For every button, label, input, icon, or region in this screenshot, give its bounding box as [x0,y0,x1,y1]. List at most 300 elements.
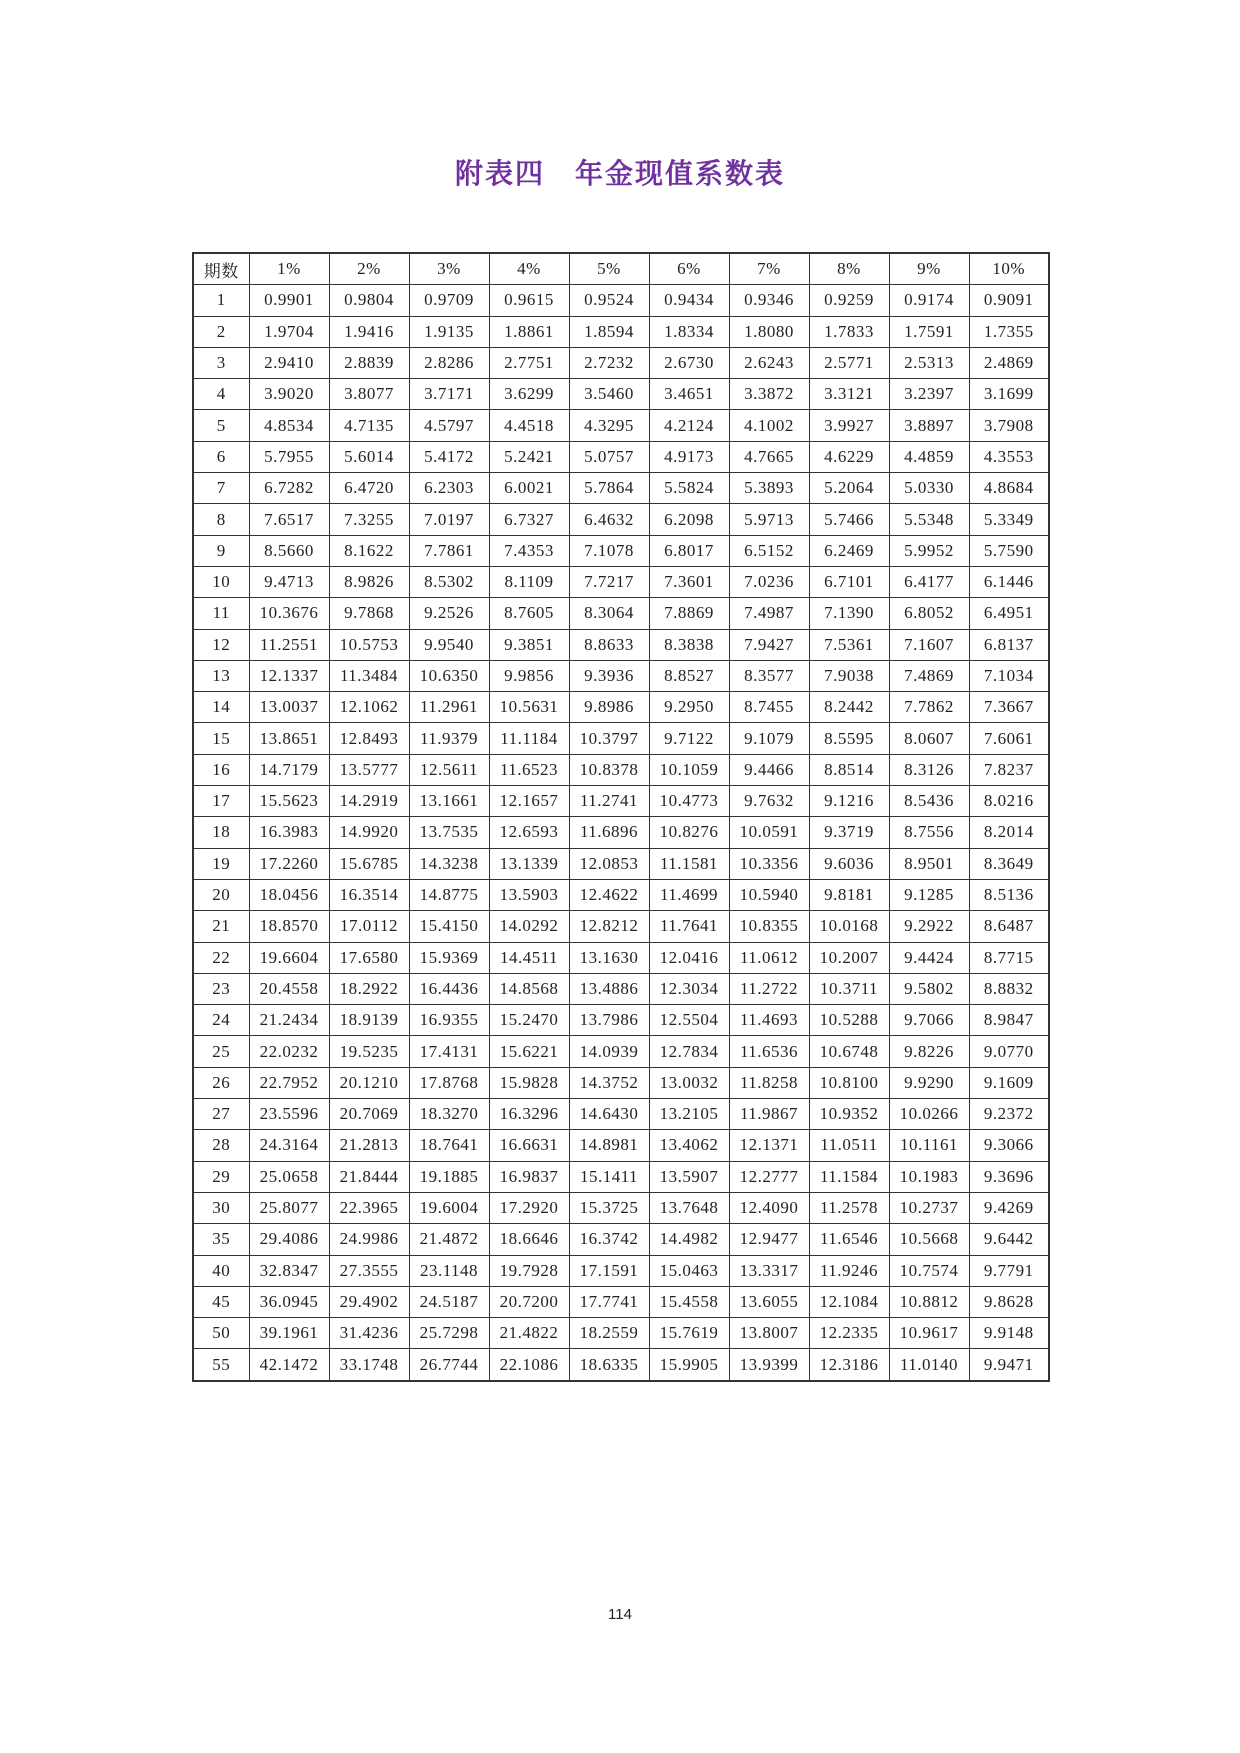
factor-cell: 8.8633 [569,629,649,660]
period-cell: 17 [193,786,249,817]
factor-cell: 13.1661 [409,786,489,817]
factor-cell: 21.2434 [249,1005,329,1036]
factor-cell: 13.5907 [649,1161,729,1192]
period-cell: 9 [193,535,249,566]
factor-cell: 11.1184 [489,723,569,754]
factor-cell: 6.4720 [329,473,409,504]
factor-cell: 2.8286 [409,347,489,378]
factor-cell: 22.7952 [249,1067,329,1098]
factor-cell: 5.4172 [409,441,489,472]
factor-cell: 19.6604 [249,942,329,973]
table-row [193,316,1049,347]
factor-cell: 8.9826 [329,566,409,597]
factor-cell: 4.3295 [569,410,649,441]
factor-cell: 10.9352 [809,1099,889,1130]
factor-cell: 12.1371 [729,1130,809,1161]
factor-cell: 13.8007 [729,1318,809,1349]
factor-cell: 22.3965 [329,1192,409,1223]
table-row [193,504,1049,535]
factor-cell: 2.7751 [489,347,569,378]
factor-cell: 17.7741 [569,1286,649,1317]
factor-cell: 33.1748 [329,1349,409,1381]
factor-cell: 7.3255 [329,504,409,535]
factor-cell: 8.8514 [809,754,889,785]
factor-cell: 12.4622 [569,879,649,910]
table-row [193,660,1049,691]
header-period: 期数 [193,253,249,285]
factor-cell: 18.8570 [249,911,329,942]
factor-cell: 8.5302 [409,566,489,597]
table-row [193,598,1049,629]
factor-cell: 29.4902 [329,1286,409,1317]
factor-cell: 18.0456 [249,879,329,910]
factor-cell: 8.8832 [969,973,1049,1004]
factor-cell: 0.9346 [729,285,809,316]
factor-cell: 6.2469 [809,535,889,566]
factor-cell: 3.3872 [729,379,809,410]
factor-cell: 11.4693 [729,1005,809,1036]
factor-cell: 10.0266 [889,1099,969,1130]
factor-cell: 6.0021 [489,473,569,504]
annuity-present-value-table [192,252,1050,1382]
factor-cell: 10.8378 [569,754,649,785]
header-rate: 4% [489,253,569,285]
factor-cell: 18.6335 [569,1349,649,1381]
factor-cell: 10.8812 [889,1286,969,1317]
header-rate: 9% [889,253,969,285]
factor-cell: 13.1630 [569,942,649,973]
table-row [193,1224,1049,1255]
factor-cell: 8.5436 [889,786,969,817]
factor-cell: 10.3356 [729,848,809,879]
factor-cell: 7.1607 [889,629,969,660]
factor-cell: 11.9246 [809,1255,889,1286]
factor-cell: 14.9920 [329,817,409,848]
factor-cell: 2.8839 [329,347,409,378]
period-cell: 22 [193,942,249,973]
factor-cell: 27.3555 [329,1255,409,1286]
table-row [193,629,1049,660]
factor-cell: 13.0037 [249,692,329,723]
factor-cell: 8.8527 [649,660,729,691]
page-title: 附表四 年金现值系数表 [454,157,785,190]
factor-cell: 8.1622 [329,535,409,566]
factor-cell: 6.8017 [649,535,729,566]
factor-cell: 5.9952 [889,535,969,566]
factor-cell: 17.0112 [329,911,409,942]
table-row [193,1067,1049,1098]
factor-cell: 10.9617 [889,1318,969,1349]
table-row [193,285,1049,316]
factor-cell: 2.9410 [249,347,329,378]
factor-cell: 12.1657 [489,786,569,817]
factor-cell: 4.8534 [249,410,329,441]
factor-cell: 15.6785 [329,848,409,879]
factor-cell: 4.7665 [729,441,809,472]
period-cell: 18 [193,817,249,848]
factor-cell: 0.9259 [809,285,889,316]
factor-cell: 11.1581 [649,848,729,879]
table-row [193,911,1049,942]
factor-cell: 10.6748 [809,1036,889,1067]
factor-cell: 2.6730 [649,347,729,378]
factor-cell: 16.6631 [489,1130,569,1161]
factor-cell: 8.6487 [969,911,1049,942]
factor-cell: 9.4269 [969,1192,1049,1223]
factor-cell: 13.4886 [569,973,649,1004]
factor-cell: 11.2722 [729,973,809,1004]
factor-cell: 9.1609 [969,1067,1049,1098]
factor-cell: 12.8212 [569,911,649,942]
table-row [193,973,1049,1004]
factor-cell: 5.0757 [569,441,649,472]
factor-cell: 0.9174 [889,285,969,316]
factor-cell: 1.8861 [489,316,569,347]
factor-cell: 21.8444 [329,1161,409,1192]
factor-cell: 8.5660 [249,535,329,566]
factor-cell: 19.5235 [329,1036,409,1067]
factor-cell: 10.3797 [569,723,649,754]
factor-cell: 9.7868 [329,598,409,629]
factor-cell: 11.2578 [809,1192,889,1223]
factor-cell: 10.4773 [649,786,729,817]
factor-cell: 21.4822 [489,1318,569,1349]
factor-cell: 9.5802 [889,973,969,1004]
factor-cell: 25.7298 [409,1318,489,1349]
factor-cell: 7.6061 [969,723,1049,754]
table-row [193,817,1049,848]
factor-cell: 5.6014 [329,441,409,472]
factor-cell: 7.8237 [969,754,1049,785]
period-cell: 55 [193,1349,249,1381]
factor-cell: 7.8869 [649,598,729,629]
period-cell: 29 [193,1161,249,1192]
factor-cell: 20.4558 [249,973,329,1004]
factor-cell: 11.2961 [409,692,489,723]
table-row [193,1036,1049,1067]
factor-cell: 29.4086 [249,1224,329,1255]
factor-cell: 36.0945 [249,1286,329,1317]
factor-cell: 42.1472 [249,1349,329,1381]
factor-cell: 9.8181 [809,879,889,910]
factor-cell: 8.5136 [969,879,1049,910]
factor-cell: 3.1699 [969,379,1049,410]
factor-cell: 6.7282 [249,473,329,504]
factor-cell: 18.7641 [409,1130,489,1161]
factor-cell: 15.1411 [569,1161,649,1192]
factor-cell: 8.3838 [649,629,729,660]
factor-cell: 6.8052 [889,598,969,629]
annuity-table-container [192,252,1048,1382]
factor-cell: 1.8594 [569,316,649,347]
factor-cell: 9.0770 [969,1036,1049,1067]
factor-cell: 3.2397 [889,379,969,410]
header-rate: 3% [409,253,489,285]
factor-cell: 5.7864 [569,473,649,504]
factor-cell: 3.9927 [809,410,889,441]
table-row [193,566,1049,597]
factor-cell: 12.5611 [409,754,489,785]
factor-cell: 11.6536 [729,1036,809,1067]
factor-cell: 17.6580 [329,942,409,973]
table-row [193,1099,1049,1130]
table-row [193,1005,1049,1036]
period-cell: 23 [193,973,249,1004]
factor-cell: 4.6229 [809,441,889,472]
factor-cell: 12.6593 [489,817,569,848]
period-cell: 24 [193,1005,249,1036]
factor-cell: 12.0853 [569,848,649,879]
factor-cell: 10.8276 [649,817,729,848]
table-row [193,692,1049,723]
factor-cell: 7.0236 [729,566,809,597]
period-cell: 35 [193,1224,249,1255]
factor-cell: 17.4131 [409,1036,489,1067]
factor-cell: 5.5824 [649,473,729,504]
factor-cell: 0.9434 [649,285,729,316]
table-row [193,786,1049,817]
factor-cell: 11.9379 [409,723,489,754]
factor-cell: 3.3121 [809,379,889,410]
factor-cell: 3.9020 [249,379,329,410]
header-rate: 7% [729,253,809,285]
table-row [193,1318,1049,1349]
factor-cell: 15.5623 [249,786,329,817]
factor-cell: 13.9399 [729,1349,809,1381]
factor-cell: 15.2470 [489,1005,569,1036]
factor-cell: 5.2421 [489,441,569,472]
table-row [193,473,1049,504]
factor-cell: 9.1079 [729,723,809,754]
factor-cell: 5.3893 [729,473,809,504]
factor-cell: 10.5631 [489,692,569,723]
factor-cell: 5.3349 [969,504,1049,535]
factor-cell: 15.0463 [649,1255,729,1286]
table-row [193,410,1049,441]
factor-cell: 8.2442 [809,692,889,723]
factor-cell: 9.7632 [729,786,809,817]
factor-cell: 16.9837 [489,1161,569,1192]
factor-cell: 16.3983 [249,817,329,848]
factor-cell: 17.1591 [569,1255,649,1286]
factor-cell: 8.9501 [889,848,969,879]
factor-cell: 10.3711 [809,973,889,1004]
factor-cell: 21.4872 [409,1224,489,1255]
factor-cell: 13.1339 [489,848,569,879]
factor-cell: 19.6004 [409,1192,489,1223]
factor-cell: 2.6243 [729,347,809,378]
factor-cell: 19.7928 [489,1255,569,1286]
factor-cell: 8.5595 [809,723,889,754]
factor-cell: 8.0607 [889,723,969,754]
factor-cell: 15.9828 [489,1067,569,1098]
factor-cell: 17.2920 [489,1192,569,1223]
factor-cell: 15.9905 [649,1349,729,1381]
factor-cell: 11.2551 [249,629,329,660]
factor-cell: 15.3725 [569,1192,649,1223]
factor-cell: 12.7834 [649,1036,729,1067]
factor-cell: 9.6036 [809,848,889,879]
factor-cell: 0.9901 [249,285,329,316]
factor-cell: 32.8347 [249,1255,329,1286]
factor-cell: 16.3742 [569,1224,649,1255]
factor-cell: 7.7217 [569,566,649,597]
factor-cell: 1.9416 [329,316,409,347]
table-header-row [193,253,1049,285]
factor-cell: 12.3186 [809,1349,889,1381]
factor-cell: 14.8568 [489,973,569,1004]
factor-cell: 7.6517 [249,504,329,535]
factor-cell: 9.9148 [969,1318,1049,1349]
factor-cell: 0.9524 [569,285,649,316]
factor-cell: 23.5596 [249,1099,329,1130]
factor-cell: 13.3317 [729,1255,809,1286]
table-row [193,441,1049,472]
factor-cell: 4.3553 [969,441,1049,472]
factor-cell: 10.1161 [889,1130,969,1161]
factor-cell: 9.4424 [889,942,969,973]
period-cell: 21 [193,911,249,942]
factor-cell: 9.3066 [969,1130,1049,1161]
period-cell: 1 [193,285,249,316]
factor-cell: 8.7605 [489,598,569,629]
factor-cell: 8.3126 [889,754,969,785]
factor-cell: 13.7648 [649,1192,729,1223]
period-cell: 6 [193,441,249,472]
factor-cell: 24.3164 [249,1130,329,1161]
period-cell: 7 [193,473,249,504]
header-rate: 1% [249,253,329,285]
factor-cell: 12.1337 [249,660,329,691]
factor-cell: 8.3577 [729,660,809,691]
header-rate: 10% [969,253,1049,285]
period-cell: 14 [193,692,249,723]
factor-cell: 6.1446 [969,566,1049,597]
factor-cell: 15.4558 [649,1286,729,1317]
factor-cell: 9.7122 [649,723,729,754]
factor-cell: 12.9477 [729,1224,809,1255]
factor-cell: 31.4236 [329,1318,409,1349]
factor-cell: 12.2777 [729,1161,809,1192]
factor-cell: 25.0658 [249,1161,329,1192]
factor-cell: 9.9290 [889,1067,969,1098]
factor-cell: 10.2737 [889,1192,969,1223]
factor-cell: 7.9038 [809,660,889,691]
factor-cell: 6.4177 [889,566,969,597]
factor-cell: 6.2303 [409,473,489,504]
factor-cell: 11.7641 [649,911,729,942]
factor-cell: 6.5152 [729,535,809,566]
period-cell: 25 [193,1036,249,1067]
factor-cell: 8.0216 [969,786,1049,817]
factor-cell: 5.9713 [729,504,809,535]
table-row [193,879,1049,910]
period-cell: 4 [193,379,249,410]
factor-cell: 16.3514 [329,879,409,910]
table-row [193,848,1049,879]
factor-cell: 10.0591 [729,817,809,848]
factor-cell: 18.2559 [569,1318,649,1349]
table-row [193,1161,1049,1192]
period-cell: 50 [193,1318,249,1349]
factor-cell: 20.7069 [329,1099,409,1130]
table-body [193,285,1049,1381]
period-cell: 19 [193,848,249,879]
factor-cell: 20.7200 [489,1286,569,1317]
factor-cell: 15.7619 [649,1318,729,1349]
factor-cell: 10.8100 [809,1067,889,1098]
factor-cell: 1.7833 [809,316,889,347]
factor-cell: 24.5187 [409,1286,489,1317]
factor-cell: 7.3667 [969,692,1049,723]
factor-cell: 10.5753 [329,629,409,660]
factor-cell: 10.5668 [889,1224,969,1255]
table-row [193,1349,1049,1381]
factor-cell: 7.4987 [729,598,809,629]
factor-cell: 8.3649 [969,848,1049,879]
factor-cell: 10.3676 [249,598,329,629]
factor-cell: 9.2372 [969,1099,1049,1130]
factor-cell: 11.6896 [569,817,649,848]
table-row [193,379,1049,410]
period-cell: 12 [193,629,249,660]
factor-cell: 1.8080 [729,316,809,347]
factor-cell: 2.5313 [889,347,969,378]
table-row [193,347,1049,378]
factor-cell: 25.8077 [249,1192,329,1223]
factor-cell: 26.7744 [409,1349,489,1381]
factor-cell: 11.6523 [489,754,569,785]
factor-cell: 1.7591 [889,316,969,347]
table-row [193,1192,1049,1223]
factor-cell: 7.7862 [889,692,969,723]
factor-cell: 11.4699 [649,879,729,910]
factor-cell: 6.4632 [569,504,649,535]
factor-cell: 7.9427 [729,629,809,660]
factor-cell: 14.7179 [249,754,329,785]
factor-cell: 4.8684 [969,473,1049,504]
factor-cell: 0.9091 [969,285,1049,316]
factor-cell: 12.3034 [649,973,729,1004]
factor-cell: 3.4651 [649,379,729,410]
factor-cell: 7.4353 [489,535,569,566]
factor-cell: 12.8493 [329,723,409,754]
factor-cell: 9.9471 [969,1349,1049,1381]
header-rate: 5% [569,253,649,285]
factor-cell: 16.4436 [409,973,489,1004]
factor-cell: 24.9986 [329,1224,409,1255]
factor-cell: 7.4869 [889,660,969,691]
factor-cell: 15.6221 [489,1036,569,1067]
factor-cell: 16.3296 [489,1099,569,1130]
factor-cell: 12.4090 [729,1192,809,1223]
factor-cell: 9.9856 [489,660,569,691]
factor-cell: 8.2014 [969,817,1049,848]
period-cell: 2 [193,316,249,347]
header-rate: 2% [329,253,409,285]
factor-cell: 6.2098 [649,504,729,535]
factor-cell: 10.8355 [729,911,809,942]
factor-cell: 12.1062 [329,692,409,723]
factor-cell: 6.8137 [969,629,1049,660]
factor-cell: 4.4859 [889,441,969,472]
factor-cell: 9.9540 [409,629,489,660]
factor-cell: 7.1034 [969,660,1049,691]
factor-cell: 13.7535 [409,817,489,848]
table-row [193,754,1049,785]
factor-cell: 8.7715 [969,942,1049,973]
factor-cell: 11.8258 [729,1067,809,1098]
